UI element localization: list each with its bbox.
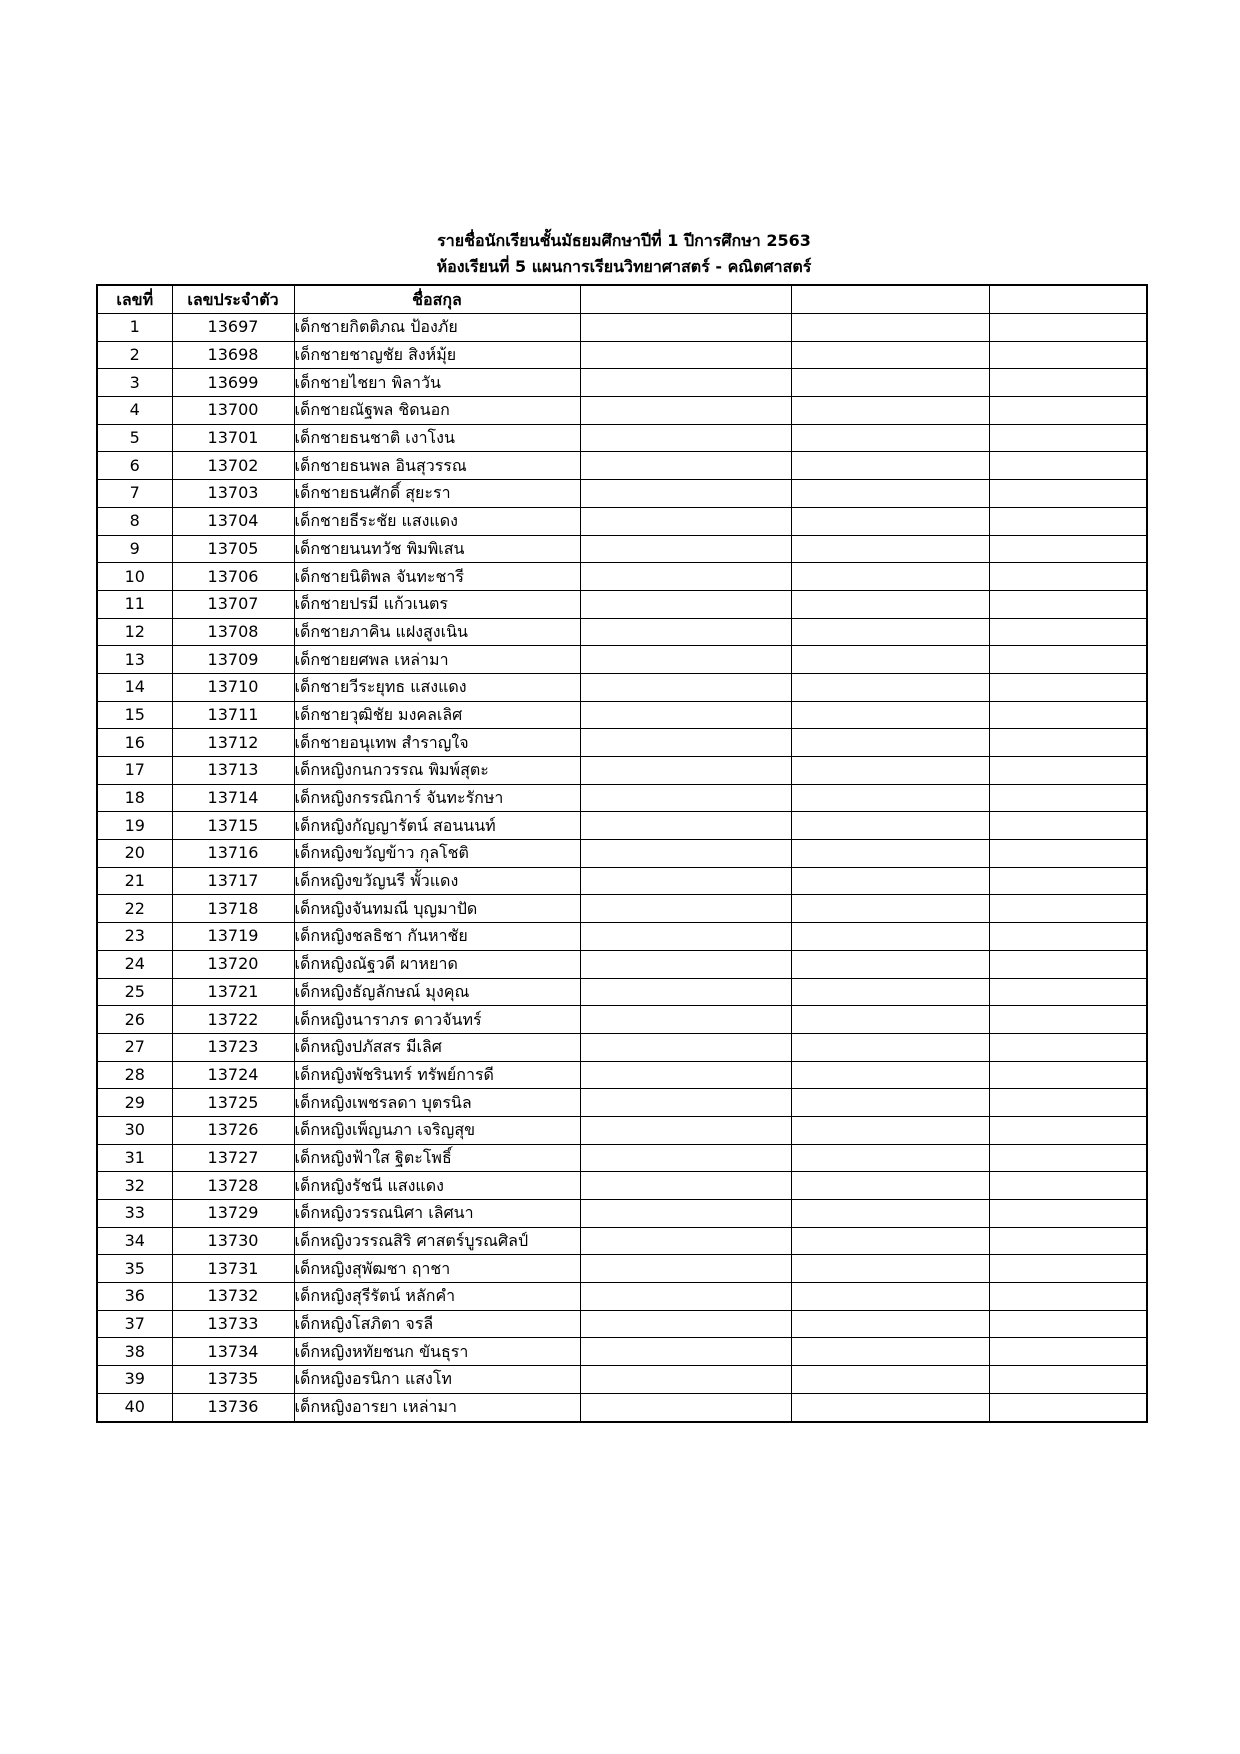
table-row	[97, 1255, 1147, 1283]
table-row	[97, 480, 1147, 508]
table-row	[97, 757, 1147, 785]
column-header-name: ชื่อสกุล	[294, 285, 580, 314]
cell-blank-3	[989, 646, 1147, 674]
cell-blank-1	[580, 618, 791, 646]
cell-blank-2	[791, 701, 989, 729]
cell-student-name: เด็กหญิงอารยา เหล่ามา	[294, 1393, 580, 1421]
cell-blank-1	[580, 867, 791, 895]
cell-student-id: 13706	[172, 563, 294, 591]
cell-student-name: เด็กชายไชยา พิลาวัน	[294, 369, 580, 397]
table-row	[97, 1393, 1147, 1421]
cell-blank-1	[580, 1200, 791, 1228]
cell-number: 16	[97, 729, 172, 757]
cell-blank-3	[989, 452, 1147, 480]
cell-student-name: เด็กชายกิตติภณ ป้องภัย	[294, 314, 580, 342]
cell-student-name: เด็กหญิงปภัสสร มีเลิศ	[294, 1033, 580, 1061]
table-row	[97, 341, 1147, 369]
cell-student-id: 13720	[172, 950, 294, 978]
cell-blank-1	[580, 480, 791, 508]
cell-blank-3	[989, 1200, 1147, 1228]
cell-number: 15	[97, 701, 172, 729]
cell-blank-1	[580, 369, 791, 397]
cell-student-name: เด็กหญิงชลธิชา กันหาชัย	[294, 923, 580, 951]
cell-student-name: เด็กหญิงอรนิกา แสงโท	[294, 1366, 580, 1394]
cell-student-id: 13712	[172, 729, 294, 757]
cell-student-name: เด็กชายธนพล อินสุวรรณ	[294, 452, 580, 480]
cell-blank-1	[580, 1172, 791, 1200]
table-row	[97, 424, 1147, 452]
table-row	[97, 507, 1147, 535]
cell-blank-1	[580, 1061, 791, 1089]
cell-student-name: เด็กหญิงหทัยชนก ขันธุรา	[294, 1338, 580, 1366]
cell-blank-3	[989, 923, 1147, 951]
cell-student-name: เด็กชายธนศักดิ์ สุยะรา	[294, 480, 580, 508]
cell-student-id: 13727	[172, 1144, 294, 1172]
cell-blank-2	[791, 950, 989, 978]
cell-blank-2	[791, 812, 989, 840]
cell-number: 10	[97, 563, 172, 591]
cell-blank-3	[989, 895, 1147, 923]
table-row	[97, 646, 1147, 674]
cell-student-name: เด็กหญิงรัชนี แสงแดง	[294, 1172, 580, 1200]
cell-blank-1	[580, 784, 791, 812]
cell-blank-3	[989, 1310, 1147, 1338]
cell-blank-1	[580, 507, 791, 535]
table-row	[97, 1089, 1147, 1117]
table-row	[97, 1283, 1147, 1311]
cell-number: 7	[97, 480, 172, 508]
cell-student-id: 13730	[172, 1227, 294, 1255]
cell-blank-2	[791, 867, 989, 895]
cell-blank-2	[791, 923, 989, 951]
cell-blank-2	[791, 369, 989, 397]
table-row	[97, 1366, 1147, 1394]
cell-student-id: 13723	[172, 1033, 294, 1061]
cell-blank-1	[580, 1033, 791, 1061]
cell-blank-3	[989, 1393, 1147, 1421]
cell-blank-2	[791, 314, 989, 342]
cell-number: 26	[97, 1006, 172, 1034]
cell-student-name: เด็กหญิงณัฐวดี ผาหยาด	[294, 950, 580, 978]
cell-blank-1	[580, 341, 791, 369]
cell-blank-3	[989, 950, 1147, 978]
cell-student-name: เด็กชายอนุเทพ สำราญใจ	[294, 729, 580, 757]
cell-blank-2	[791, 397, 989, 425]
cell-number: 2	[97, 341, 172, 369]
cell-blank-1	[580, 1366, 791, 1394]
table-row	[97, 840, 1147, 868]
cell-blank-3	[989, 978, 1147, 1006]
cell-blank-2	[791, 341, 989, 369]
cell-number: 19	[97, 812, 172, 840]
cell-blank-1	[580, 923, 791, 951]
cell-blank-3	[989, 563, 1147, 591]
cell-number: 34	[97, 1227, 172, 1255]
cell-blank-3	[989, 867, 1147, 895]
cell-blank-1	[580, 729, 791, 757]
table-row	[97, 314, 1147, 342]
cell-number: 36	[97, 1283, 172, 1311]
cell-blank-3	[989, 314, 1147, 342]
cell-blank-2	[791, 895, 989, 923]
cell-blank-2	[791, 590, 989, 618]
cell-blank-2	[791, 1338, 989, 1366]
cell-blank-2	[791, 840, 989, 868]
cell-number: 18	[97, 784, 172, 812]
cell-blank-3	[989, 507, 1147, 535]
cell-number: 35	[97, 1255, 172, 1283]
cell-number: 11	[97, 590, 172, 618]
cell-number: 40	[97, 1393, 172, 1421]
cell-blank-2	[791, 507, 989, 535]
cell-student-name: เด็กชายณัฐพล ชิดนอก	[294, 397, 580, 425]
cell-blank-3	[989, 812, 1147, 840]
cell-blank-3	[989, 1255, 1147, 1283]
column-header-student-id: เลขประจำตัว	[172, 285, 294, 314]
cell-number: 32	[97, 1172, 172, 1200]
cell-number: 9	[97, 535, 172, 563]
cell-blank-1	[580, 895, 791, 923]
cell-student-name: เด็กหญิงจันทมณี บุญมาปัด	[294, 895, 580, 923]
cell-blank-1	[580, 1310, 791, 1338]
cell-number: 30	[97, 1116, 172, 1144]
cell-blank-3	[989, 590, 1147, 618]
cell-student-name: เด็กหญิงกัญญารัตน์ สอนนนท์	[294, 812, 580, 840]
cell-blank-3	[989, 784, 1147, 812]
table-row	[97, 729, 1147, 757]
cell-student-name: เด็กชายวุฒิชัย มงคลเลิศ	[294, 701, 580, 729]
cell-student-id: 13731	[172, 1255, 294, 1283]
document-title	[0, 228, 1240, 280]
cell-blank-3	[989, 1116, 1147, 1144]
cell-blank-1	[580, 397, 791, 425]
cell-student-name: เด็กชายนิติพล จันทะชารี	[294, 563, 580, 591]
cell-student-id: 13734	[172, 1338, 294, 1366]
cell-student-name: เด็กหญิงวรรณนิศา เลิศนา	[294, 1200, 580, 1228]
table-row	[97, 1006, 1147, 1034]
cell-blank-3	[989, 480, 1147, 508]
cell-number: 21	[97, 867, 172, 895]
cell-student-name: เด็กชายธนชาติ เงาโงน	[294, 424, 580, 452]
cell-blank-2	[791, 1144, 989, 1172]
cell-student-name: เด็กหญิงโสภิตา จรลี	[294, 1310, 580, 1338]
cell-student-id: 13724	[172, 1061, 294, 1089]
title-line-1: รายชื่อนักเรียนชั้นมัธยมศึกษาปีที่ 1 ปีการศึกษา 2563	[437, 231, 811, 250]
cell-number: 17	[97, 757, 172, 785]
table-body	[97, 314, 1147, 1422]
cell-student-id: 13725	[172, 1089, 294, 1117]
table-row	[97, 1227, 1147, 1255]
cell-student-name: เด็กหญิงนาราภร ดาวจันทร์	[294, 1006, 580, 1034]
cell-blank-1	[580, 1283, 791, 1311]
cell-blank-3	[989, 1338, 1147, 1366]
table-row	[97, 618, 1147, 646]
cell-blank-1	[580, 314, 791, 342]
cell-blank-2	[791, 673, 989, 701]
cell-blank-2	[791, 1172, 989, 1200]
cell-blank-2	[791, 784, 989, 812]
cell-number: 22	[97, 895, 172, 923]
cell-student-name: เด็กหญิงขวัญนรี พั้วแดง	[294, 867, 580, 895]
cell-blank-2	[791, 563, 989, 591]
cell-blank-1	[580, 840, 791, 868]
cell-blank-1	[580, 1393, 791, 1421]
cell-student-name: เด็กหญิงกรรณิการ์ จันทะรักษา	[294, 784, 580, 812]
cell-blank-3	[989, 369, 1147, 397]
cell-number: 12	[97, 618, 172, 646]
cell-number: 5	[97, 424, 172, 452]
cell-student-id: 13736	[172, 1393, 294, 1421]
cell-student-id: 13722	[172, 1006, 294, 1034]
cell-student-name: เด็กหญิงธัญลักษณ์ มุงคุณ	[294, 978, 580, 1006]
cell-student-id: 13707	[172, 590, 294, 618]
cell-student-name: เด็กชายยศพล เหล่ามา	[294, 646, 580, 674]
cell-blank-2	[791, 729, 989, 757]
cell-blank-3	[989, 341, 1147, 369]
cell-blank-1	[580, 673, 791, 701]
column-header-number: เลขที่	[97, 285, 172, 314]
column-header-blank-1	[580, 285, 791, 314]
cell-student-id: 13717	[172, 867, 294, 895]
cell-student-id: 13718	[172, 895, 294, 923]
table-header-row	[97, 285, 1147, 314]
cell-number: 28	[97, 1061, 172, 1089]
cell-student-name: เด็กหญิงพัชรินทร์ ทรัพย์การดี	[294, 1061, 580, 1089]
student-roster-table	[96, 284, 1148, 1423]
table-row	[97, 978, 1147, 1006]
cell-blank-1	[580, 757, 791, 785]
cell-student-name: เด็กหญิงกนกวรรณ พิมพ์สุตะ	[294, 757, 580, 785]
table-row	[97, 1061, 1147, 1089]
cell-blank-1	[580, 1255, 791, 1283]
cell-number: 24	[97, 950, 172, 978]
table-row	[97, 369, 1147, 397]
table-row	[97, 1116, 1147, 1144]
cell-blank-1	[580, 646, 791, 674]
cell-student-id: 13735	[172, 1366, 294, 1394]
cell-blank-2	[791, 424, 989, 452]
table-row	[97, 535, 1147, 563]
cell-student-id: 13705	[172, 535, 294, 563]
cell-blank-3	[989, 424, 1147, 452]
table-row	[97, 1310, 1147, 1338]
cell-student-name: เด็กหญิงขวัญข้าว กุลโชติ	[294, 840, 580, 868]
column-header-blank-3	[989, 285, 1147, 314]
cell-student-id: 13728	[172, 1172, 294, 1200]
cell-number: 38	[97, 1338, 172, 1366]
table-row	[97, 701, 1147, 729]
cell-blank-3	[989, 1061, 1147, 1089]
cell-blank-1	[580, 1116, 791, 1144]
cell-blank-3	[989, 397, 1147, 425]
cell-number: 20	[97, 840, 172, 868]
cell-student-id: 13700	[172, 397, 294, 425]
cell-student-id: 13719	[172, 923, 294, 951]
cell-student-id: 13698	[172, 341, 294, 369]
cell-blank-3	[989, 840, 1147, 868]
table-row	[97, 397, 1147, 425]
cell-blank-2	[791, 978, 989, 1006]
cell-student-name: เด็กหญิงสุรีรัตน์ หลักคำ	[294, 1283, 580, 1311]
table-row	[97, 812, 1147, 840]
cell-blank-1	[580, 452, 791, 480]
cell-student-id: 13702	[172, 452, 294, 480]
cell-blank-2	[791, 1255, 989, 1283]
cell-blank-2	[791, 646, 989, 674]
cell-number: 23	[97, 923, 172, 951]
cell-blank-3	[989, 673, 1147, 701]
cell-blank-3	[989, 1033, 1147, 1061]
cell-student-id: 13710	[172, 673, 294, 701]
cell-blank-1	[580, 590, 791, 618]
cell-student-id: 13715	[172, 812, 294, 840]
table-row	[97, 784, 1147, 812]
cell-number: 37	[97, 1310, 172, 1338]
cell-blank-1	[580, 978, 791, 1006]
cell-blank-1	[580, 812, 791, 840]
cell-student-id: 13709	[172, 646, 294, 674]
cell-student-name: เด็กหญิงฟ้าใส ฐิตะโพธิ์	[294, 1144, 580, 1172]
cell-student-name: เด็กชายปรมี แก้วเนตร	[294, 590, 580, 618]
cell-student-name: เด็กหญิงสุพัฒชา ฤาชา	[294, 1255, 580, 1283]
cell-blank-3	[989, 1144, 1147, 1172]
cell-blank-3	[989, 757, 1147, 785]
cell-student-name: เด็กชายวีระยุทธ แสงแดง	[294, 673, 580, 701]
cell-blank-3	[989, 1283, 1147, 1311]
cell-number: 13	[97, 646, 172, 674]
table-row	[97, 673, 1147, 701]
cell-blank-2	[791, 480, 989, 508]
table-row	[97, 563, 1147, 591]
cell-blank-3	[989, 1366, 1147, 1394]
title-line-2: ห้องเรียนที่ 5 แผนการเรียนวิทยาศาสตร์ - คณิตศาสตร์	[436, 257, 812, 276]
cell-blank-3	[989, 618, 1147, 646]
cell-blank-3	[989, 1006, 1147, 1034]
table-row	[97, 950, 1147, 978]
table-row	[97, 1033, 1147, 1061]
cell-blank-2	[791, 1089, 989, 1117]
cell-student-id: 13721	[172, 978, 294, 1006]
cell-student-id: 13704	[172, 507, 294, 535]
cell-student-id: 13729	[172, 1200, 294, 1228]
cell-student-id: 13733	[172, 1310, 294, 1338]
cell-number: 27	[97, 1033, 172, 1061]
cell-blank-1	[580, 535, 791, 563]
cell-blank-2	[791, 1006, 989, 1034]
cell-number: 6	[97, 452, 172, 480]
cell-number: 29	[97, 1089, 172, 1117]
cell-blank-1	[580, 424, 791, 452]
cell-student-name: เด็กชายชาญชัย สิงห์มุ้ย	[294, 341, 580, 369]
table-row	[97, 590, 1147, 618]
cell-blank-2	[791, 618, 989, 646]
cell-blank-2	[791, 1227, 989, 1255]
cell-blank-1	[580, 950, 791, 978]
table-row	[97, 452, 1147, 480]
cell-student-id: 13714	[172, 784, 294, 812]
cell-student-name: เด็กชายนนทวัช พิมพิเสน	[294, 535, 580, 563]
cell-blank-2	[791, 757, 989, 785]
cell-blank-1	[580, 1006, 791, 1034]
table-row	[97, 1338, 1147, 1366]
cell-student-id: 13713	[172, 757, 294, 785]
table-row	[97, 895, 1147, 923]
cell-blank-3	[989, 1089, 1147, 1117]
cell-blank-2	[791, 535, 989, 563]
cell-student-id: 13716	[172, 840, 294, 868]
cell-student-id: 13703	[172, 480, 294, 508]
cell-blank-1	[580, 1144, 791, 1172]
cell-blank-1	[580, 563, 791, 591]
cell-blank-2	[791, 1310, 989, 1338]
cell-blank-3	[989, 535, 1147, 563]
cell-blank-3	[989, 701, 1147, 729]
cell-blank-1	[580, 1089, 791, 1117]
table-row	[97, 1172, 1147, 1200]
cell-number: 1	[97, 314, 172, 342]
cell-student-id: 13699	[172, 369, 294, 397]
cell-student-name: เด็กชายภาคิน แฝงสูงเนิน	[294, 618, 580, 646]
cell-number: 4	[97, 397, 172, 425]
table-row	[97, 923, 1147, 951]
cell-student-id: 13711	[172, 701, 294, 729]
cell-blank-1	[580, 1227, 791, 1255]
cell-student-name: เด็กหญิงเพชรลดา บุตรนิล	[294, 1089, 580, 1117]
cell-student-id: 13697	[172, 314, 294, 342]
cell-blank-1	[580, 1338, 791, 1366]
cell-blank-1	[580, 701, 791, 729]
cell-student-name: เด็กหญิงเพ็ญนภา เจริญสุข	[294, 1116, 580, 1144]
table-row	[97, 867, 1147, 895]
cell-student-id: 13708	[172, 618, 294, 646]
table-row	[97, 1200, 1147, 1228]
cell-number: 25	[97, 978, 172, 1006]
cell-blank-2	[791, 452, 989, 480]
cell-blank-2	[791, 1283, 989, 1311]
cell-blank-2	[791, 1033, 989, 1061]
cell-student-id: 13701	[172, 424, 294, 452]
cell-number: 33	[97, 1200, 172, 1228]
cell-blank-2	[791, 1393, 989, 1421]
cell-number: 39	[97, 1366, 172, 1394]
cell-blank-2	[791, 1200, 989, 1228]
cell-blank-2	[791, 1116, 989, 1144]
cell-student-id: 13732	[172, 1283, 294, 1311]
cell-number: 8	[97, 507, 172, 535]
cell-number: 3	[97, 369, 172, 397]
cell-blank-2	[791, 1061, 989, 1089]
cell-student-name: เด็กชายธีระชัย แสงแดง	[294, 507, 580, 535]
cell-student-name: เด็กหญิงวรรณสิริ ศาสตร์บูรณศิลป์	[294, 1227, 580, 1255]
cell-blank-3	[989, 1227, 1147, 1255]
cell-number: 14	[97, 673, 172, 701]
cell-blank-2	[791, 1366, 989, 1394]
cell-blank-3	[989, 1172, 1147, 1200]
cell-student-id: 13726	[172, 1116, 294, 1144]
column-header-blank-2	[791, 285, 989, 314]
cell-number: 31	[97, 1144, 172, 1172]
table-row	[97, 1144, 1147, 1172]
cell-blank-3	[989, 729, 1147, 757]
